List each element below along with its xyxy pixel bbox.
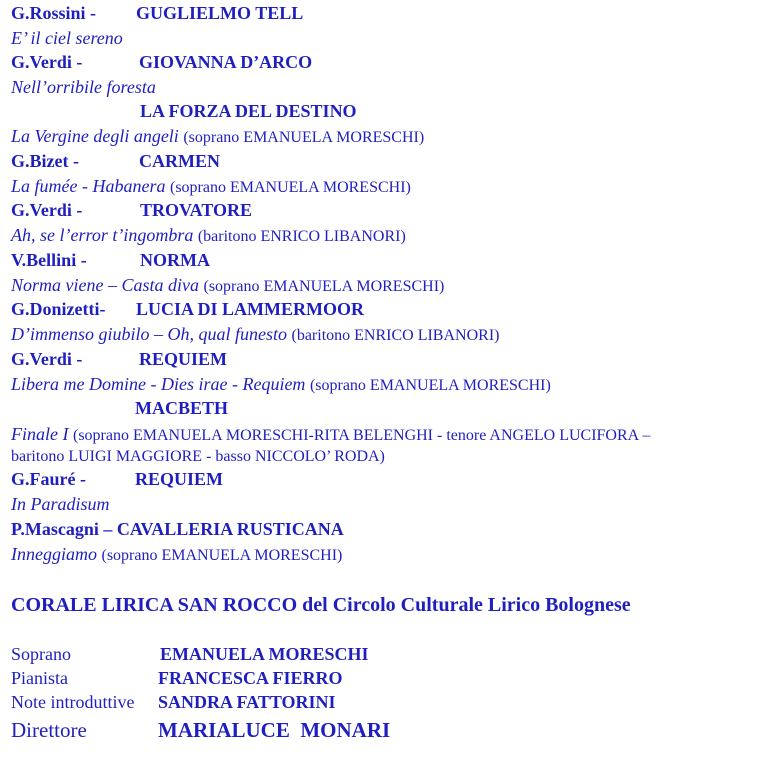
program-performers: (baritono ENRICO LIBANORI)	[197, 228, 406, 245]
program-performers: (soprano EMANUELA MORESCHI)	[203, 278, 445, 295]
credit-role: Soprano	[11, 644, 71, 664]
program-composer: P.Mascagni –	[11, 519, 113, 539]
program-composer: G.Bizet -	[11, 151, 79, 171]
program-piece: D’immenso giubilo – Oh, qual funesto	[11, 324, 287, 344]
program-composer: G.Verdi -	[11, 349, 83, 369]
credit-name: FRANCESCA FIERRO	[158, 668, 343, 688]
credit-name: SANDRA FATTORINI	[158, 692, 336, 712]
program-piece: Libera me Domine - Dies irae - Requiem	[11, 374, 306, 394]
program-entry	[11, 423, 650, 447]
program-piece: E’ il ciel sereno	[11, 28, 123, 48]
program-composer: G.Donizetti-	[11, 299, 106, 319]
credit-name: MARIALUCE MONARI	[158, 718, 391, 742]
program-opera: LUCIA DI LAMMERMOOR	[136, 299, 364, 319]
program-opera: CARMEN	[139, 151, 220, 171]
program-performers: (soprano EMANUELA MORESCHI)	[101, 547, 343, 564]
program-opera: CAVALLERIA RUSTICANA	[116, 519, 344, 539]
program-piece: Inneggiamo	[11, 544, 97, 564]
program-piece: Norma viene – Casta diva	[11, 275, 199, 295]
program-entry	[11, 175, 411, 199]
program-performers: (baritono ENRICO LIBANORI)	[291, 327, 500, 344]
program-piece: In Paradisum	[11, 494, 110, 514]
program-opera: GUGLIELMO TELL	[136, 3, 304, 23]
program-entry	[11, 274, 444, 298]
credit-role: Direttore	[11, 718, 87, 742]
choir-suffix: del Circolo Culturale Lirico Bolognese	[302, 594, 631, 616]
program-opera: MACBETH	[135, 398, 229, 418]
program-opera: NORMA	[140, 250, 210, 270]
credit-name: EMANUELA MORESCHI	[160, 644, 369, 664]
program-piece: Ah, se l’error t’ingombra	[11, 225, 194, 245]
choir-heading	[11, 594, 631, 616]
program-composer: G.Fauré -	[11, 469, 86, 489]
program-composer: G.Rossini -	[11, 3, 97, 23]
program-opera: REQUIEM	[139, 349, 228, 369]
program-opera: TROVATORE	[140, 200, 253, 220]
program-entry	[11, 518, 344, 540]
credit-role: Note introduttive	[11, 692, 135, 712]
program-opera: REQUIEM	[135, 469, 224, 489]
program-performers-continued: baritono LUIGI MAGGIORE - basso NICCOLO’ RODA)	[11, 448, 385, 465]
program-composer: V.Bellini -	[11, 250, 87, 270]
program-entry	[11, 323, 499, 347]
program-piece: La fumée - Habanera	[11, 176, 166, 196]
program-composer: G.Verdi -	[11, 52, 83, 72]
program-performers: (soprano EMANUELA MORESCHI)	[183, 129, 425, 146]
program-piece: Nell’orribile foresta	[11, 77, 156, 97]
program-piece: La Vergine degli angeli	[11, 126, 179, 146]
program-opera: LA FORZA DEL DESTINO	[140, 101, 357, 121]
program-entry	[11, 224, 406, 248]
program-performers: (soprano EMANUELA MORESCHI)	[169, 179, 411, 196]
program-piece: Finale I	[11, 424, 69, 444]
program-entry	[11, 543, 342, 567]
credit-role: Pianista	[11, 668, 68, 688]
program-entry	[11, 125, 424, 149]
program-performers: (soprano EMANUELA MORESCHI)	[309, 377, 551, 394]
program-composer: G.Verdi -	[11, 200, 83, 220]
choir-name: CORALE LIRICA SAN ROCCO	[11, 594, 298, 616]
program-performers: (soprano EMANUELA MORESCHI-RITA BELENGHI - tenore ANGELO LUCIFORA –	[72, 427, 651, 444]
program-entry	[11, 373, 551, 397]
program-opera: GIOVANNA D’ARCO	[139, 52, 313, 72]
